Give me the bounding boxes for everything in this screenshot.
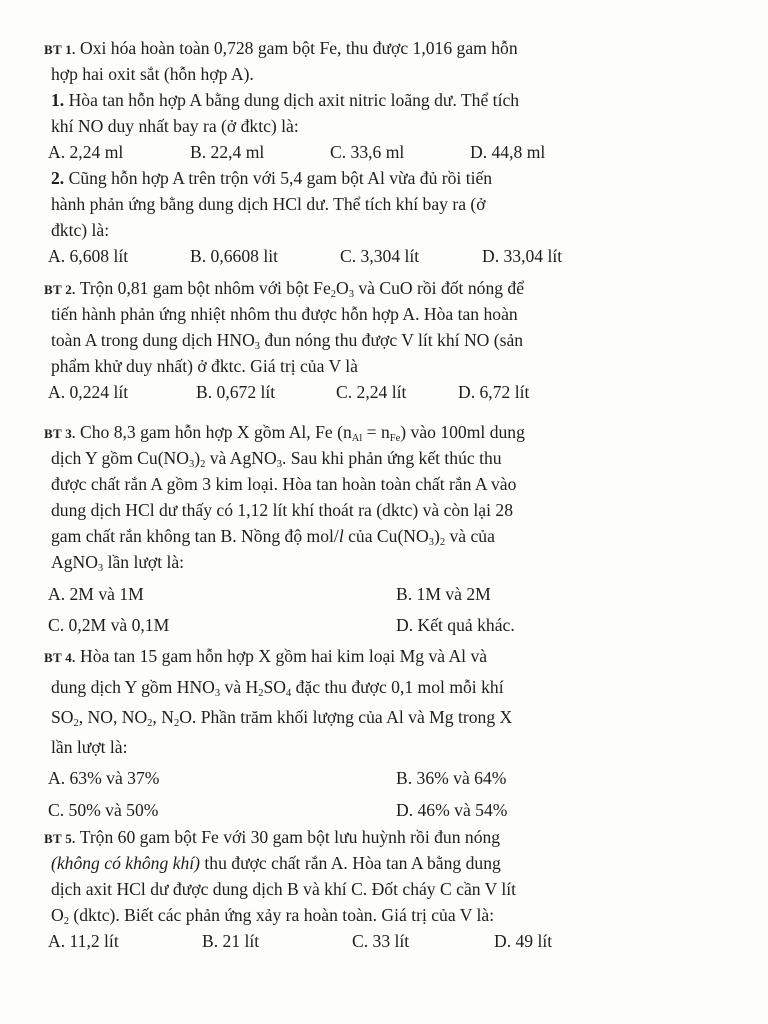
exercise-1-line-1: BT 1. Oxi hóa hoàn toàn 0,728 gam bột Fe, thu được 1,016 gam hỗn [44,38,518,58]
exercise-1-line-2: hợp hai oxit sắt (hỗn hợp A). [51,64,254,84]
exercise-5-options [44,928,604,954]
exercise-3-options-row-1 [44,581,604,607]
exercise-1-number: BT 1. [44,42,76,57]
answer-option-c[interactable]: C. 2,24 lít [336,382,407,402]
answer-option-d[interactable]: D. Kết quả khác. [396,615,515,635]
exercise-2-line-3: toàn A trong dung dịch $HNO_3$ đun nóng thu được V lít khí NO (sản [51,330,524,352]
answer-option-d[interactable]: D. 46% và 54% [396,800,508,820]
exercise-4-options-row-2 [44,797,604,823]
exercise-5-line-1: BT 5. Trộn 60 gam bột Fe với 30 gam bột lưu huỳnh rồi đun nóng [44,827,501,847]
question-1-options [44,139,604,165]
exercise-3-options-row-2 [44,612,604,638]
exercise-3 [44,419,604,638]
exercise-5-line-2: (không có không khí) thu được chất rắn A. Hòa tan A bằng dung [51,853,501,873]
exercise-3-line-1: BT 3. Cho 8,3 gam hỗn hợp X gồm Al, Fe $(n_{Al} = n_{Fe})$ vào 100ml dung [44,422,525,444]
exercise-2-number: BT 2. [44,282,76,297]
question-2-line-3: đktc) là: [51,220,110,240]
answer-option-c[interactable]: C. 33,6 ml [330,142,405,162]
exercise-4 [44,643,604,823]
exercise-4-line-2: dung dịch Y gồm $HNO_3$ và $H_2SO_4$ đặc thu được 0,1 mol mỗi khí [51,677,504,699]
exercise-4-options-row-1 [44,765,604,791]
question-1-line-1: 1. Hòa tan hỗn hợp A bằng dung dịch axit nitric loãng dư. Thể tích [51,90,520,110]
answer-option-d[interactable]: D. 44,8 ml [470,142,546,162]
exercise-4-line-1: BT 4. Hòa tan 15 gam hỗn hợp X gồm hai kim loại Mg và Al và [44,646,488,666]
exercise-5 [44,824,604,954]
answer-option-a[interactable]: A. 6,608 lít [48,246,129,266]
answer-option-b[interactable]: B. 1M và 2M [396,584,491,604]
exercise-3-number: BT 3. [44,426,76,441]
answer-option-d[interactable]: D. 33,04 lít [482,246,563,266]
answer-option-b[interactable]: B. 0,672 lít [196,382,276,402]
exercise-4-line-4: lần lượt là: [51,737,128,757]
answer-option-a[interactable]: A. 2M và 1M [48,584,144,604]
answer-option-c[interactable]: C. 0,2M và 0,1M [48,615,170,635]
exercise-2-options [44,379,604,405]
answer-option-a[interactable]: A. 0,224 lít [48,382,129,402]
exercise-5-number: BT 5. [44,831,76,846]
exercise-1 [44,35,604,269]
answer-option-b[interactable]: B. 36% và 64% [396,768,507,788]
exercise-5-line-3: dịch axit HCl dư được dung dịch B và khí C. Đốt cháy C cần V lít [51,879,517,899]
answer-option-a[interactable]: A. 11,2 lít [48,931,119,951]
answer-option-a[interactable]: A. 63% và 37% [48,768,160,788]
exercise-5-line-4: $O_2$ (dktc). Biết các phản ứng xảy ra hoàn toàn. Giá trị của V là: [51,905,495,927]
answer-option-d[interactable]: D. 49 lít [494,931,553,951]
answer-option-b[interactable]: B. 22,4 ml [190,142,265,162]
answer-option-b[interactable]: B. 21 lít [202,931,260,951]
answer-option-d[interactable]: D. 6,72 lít [458,382,530,402]
exercise-2-line-4: phẩm khử duy nhất) ở đktc. Giá trị của V là [51,356,358,376]
answer-option-c[interactable]: C. 50% và 50% [48,800,159,820]
question-2-line-2: hành phản ứng bằng dung dịch HCl dư. Thể tích khí bay ra (ở [51,194,486,214]
exercise-3-line-3: được chất rắn A gồm 3 kim loại. Hòa tan hoàn toàn chất rắn A vào [51,474,517,494]
question-1-line-2: khí NO duy nhất bay ra (ở đktc) là: [51,116,299,136]
exercise-4-number: BT 4. [44,650,76,665]
answer-option-b[interactable]: B. 0,6608 lit [190,246,278,266]
exercise-4-line-3: $SO_2$, NO, $NO_2$, $N_2O$. Phần trăm khối lượng của Al và Mg trong X [51,707,513,729]
exercise-3-line-5: gam chất rắn không tan B. Nồng độ mol/l của $Cu(NO_3)_2$ và của [51,526,495,548]
exercise-3-line-6: AgNO$_3$ lần lượt là: [51,552,185,574]
answer-option-a[interactable]: A. 2,24 ml [48,142,124,162]
answer-option-c[interactable]: C. 3,304 lít [340,246,420,266]
exercise-3-line-2: dịch Y gồm $Cu(NO_3)_2$ và AgNO$_3$. Sau khi phản ứng kết thúc thu [51,448,502,470]
question-2-options [44,243,604,269]
exercise-2 [44,275,604,405]
question-2-line-1: 2. Cũng hỗn hợp A trên trộn với 5,4 gam bột Al vừa đủ rồi tiến [51,168,493,188]
exercise-2-line-2: tiến hành phản ứng nhiệt nhôm thu được hỗn hợp A. Hòa tan hoàn [51,304,518,324]
answer-option-c[interactable]: C. 33 lít [352,931,410,951]
exercise-3-line-4: dung dịch HCl dư thấy có 1,12 lít khí thoát ra (dktc) và còn lại 28 [51,500,513,520]
exercise-2-line-1: BT 2. Trộn 0,81 gam bột nhôm với bột $Fe_2O_3$ và CuO rồi đốt nóng để [44,278,525,300]
